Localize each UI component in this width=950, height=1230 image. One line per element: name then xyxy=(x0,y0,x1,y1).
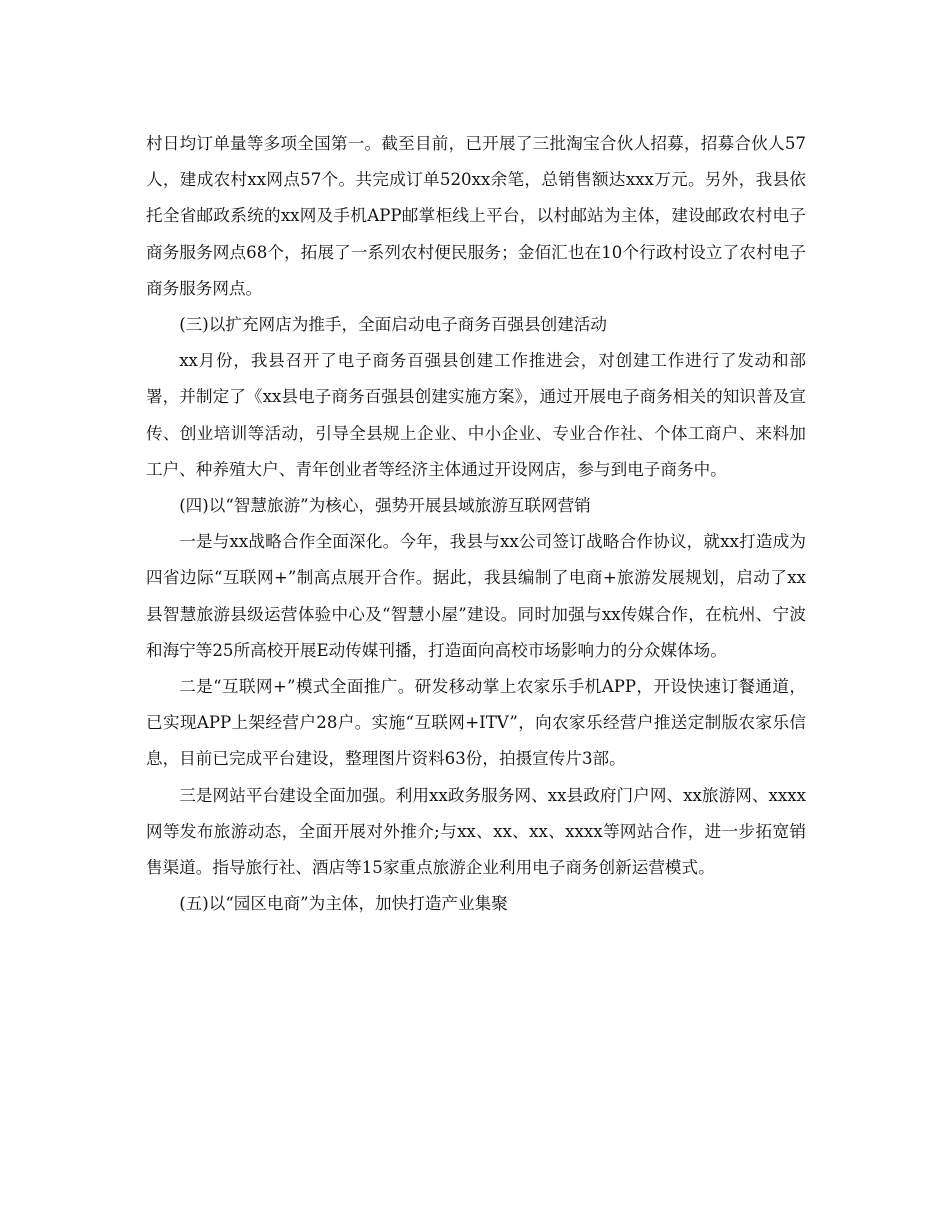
paragraph-strategic-cooperation: 一是与xx战略合作全面深化。今年，我县与xx公司签订战略合作协议，就xx打造成为四省边际“互联网+”制高点展开合作。据此，我县编制了电商+旅游发展规划，启动了xx县智慧旅游县级运营体验中心及“智慧小屋”建设。同时加强与xx传媒合作，在杭州、宁波和海宁等25所高校开展E动传媒刊播，打造面向高校市场影响力的分众媒体场。 xyxy=(146,532,806,660)
section-heading-5: (五)以“园区电商”为主体，加快打造产业集聚 xyxy=(179,894,508,914)
paragraph-website-platform: 三是网站平台建设全面加强。利用xx政务服务网、xx县政府门户网、xx旅游网、xxxx网等发布旅游动态，全面开展对外推介;与xx、xx、xx、xxxx等网站合作，进一步拓宽销售渠道。指导旅行社、酒店等15家重点旅游企业利用电子商务创新运营模式。 xyxy=(146,785,806,878)
section-heading-4: (四)以“智慧旅游”为核心，强势开展县域旅游互联网营销 xyxy=(179,496,591,516)
paragraph-rural-orders: 村日均订单量等多项全国第一。截至目前，已开展了三批淘宝合伙人招募，招募合伙人57人，建成农村xx网点57个。共完成订单520xx余笔，总销售额达xxx万元。另外，我县依托全省邮政系统的xx网及手机APP邮掌柜线上平台，以村邮站为主体，建设邮政农村电子商务服务网点68个，拓展了一系列农村便民服务；金佰汇也在10个行政村设立了农村电子商务服务网点。 xyxy=(146,134,806,298)
paragraph-internet-plus: 二是“互联网+”模式全面推广。研发移动掌上农家乐手机APP，开设快速订餐通道，已实现APP上架经营户28户。实施“互联网+ITV”，向农家乐经营户推送定制版农家乐信息，目前已完成平台建设，整理图片资料63份，拍摄宣传片3部。 xyxy=(146,677,806,769)
document-page xyxy=(146,126,806,922)
paragraph-top-100-county: xx月份，我县召开了电子商务百强县创建工作推进会，对创建工作进行了发动和部署，并制定了《xx县电子商务百强县创建实施方案》，通过开展电子商务相关的知识普及宣传、创业培训等活动，引导全县规上企业、中小企业、专业合作社、个体工商户、来料加工户、种养殖大户、青年创业者等经济主体通过开设网店，参与到电子商务中。 xyxy=(146,351,806,479)
section-heading-3: (三)以扩充网店为推手，全面启动电子商务百强县创建活动 xyxy=(179,315,607,335)
